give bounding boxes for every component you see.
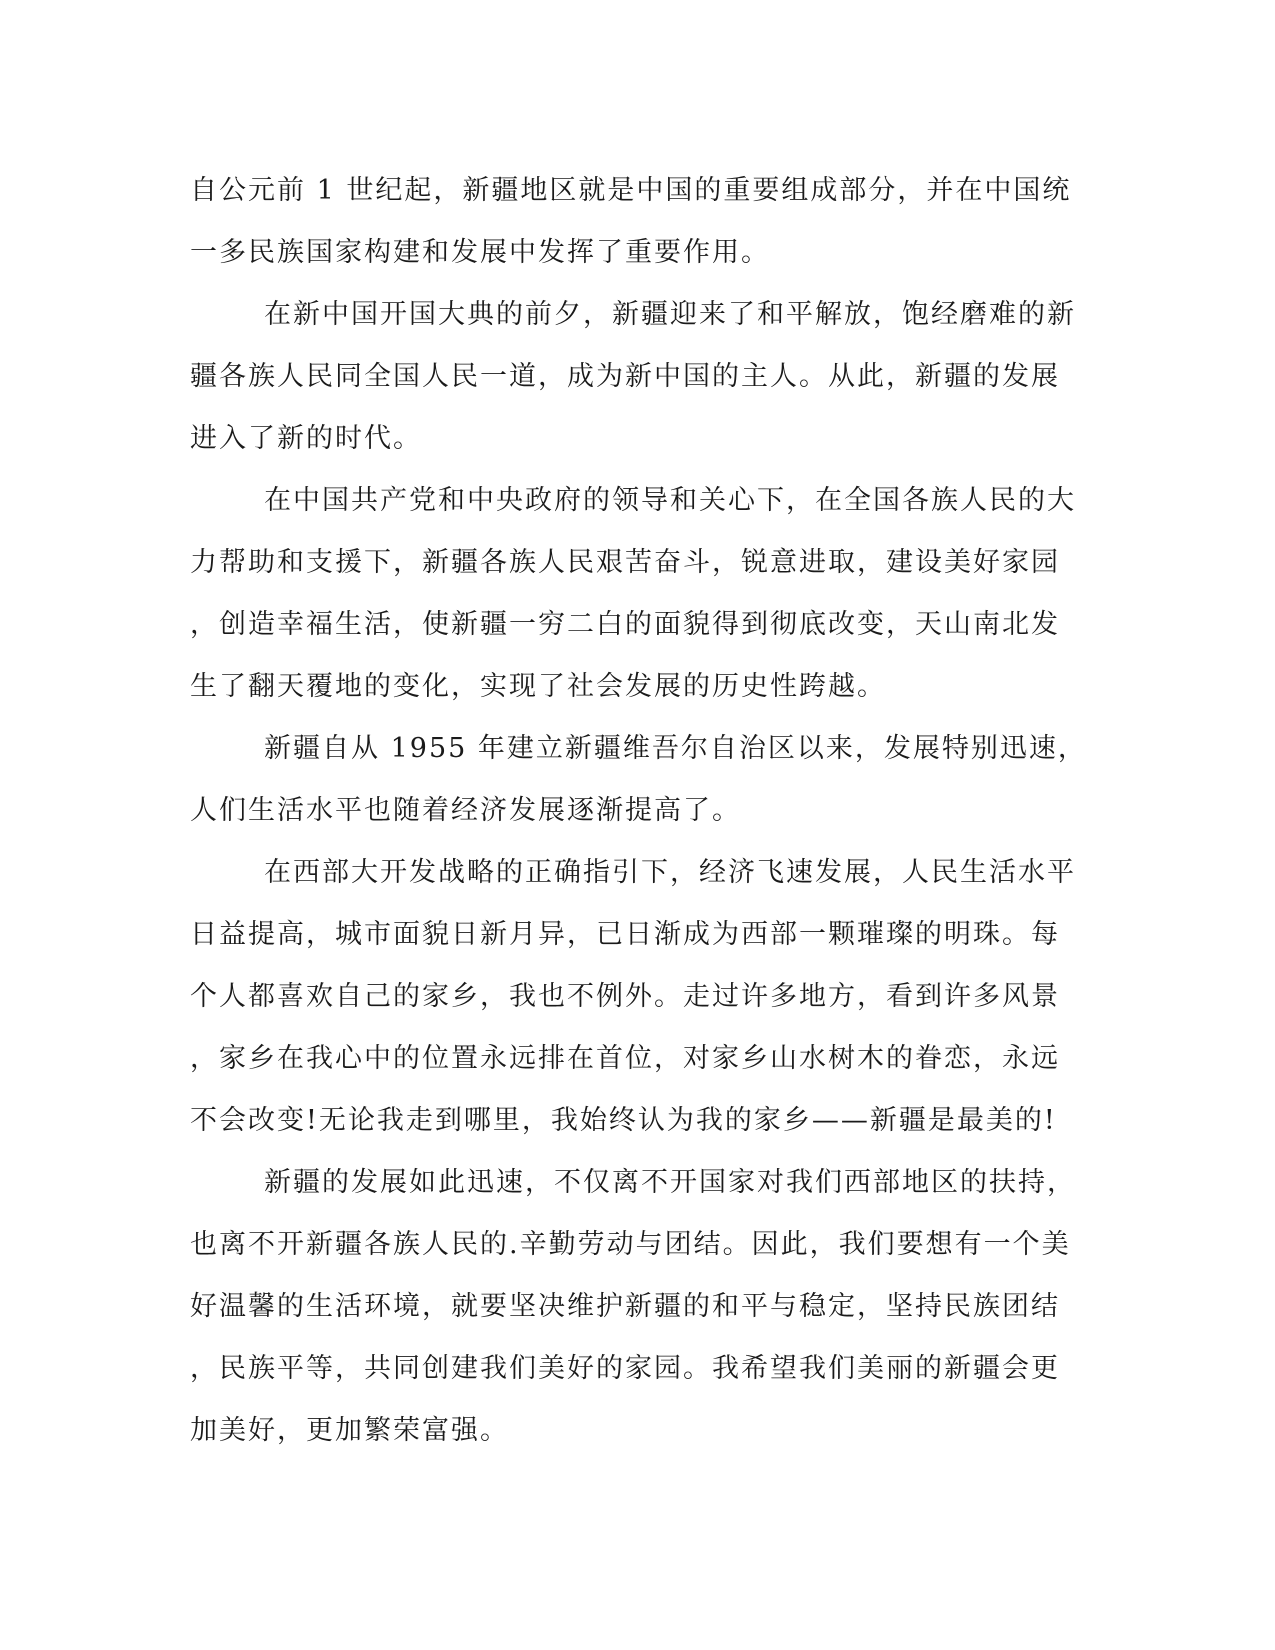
text-line: 不会改变!无论我走到哪里，我始终认为我的家乡——新疆是最美的! — [190, 1105, 1057, 1136]
text-line: 生了翻天覆地的变化，实现了社会发展的历史性跨越。 — [190, 671, 886, 702]
text-line: 加美好，更加繁荣富强。 — [190, 1415, 509, 1446]
text-line: ，创造幸福生活，使新疆一穷二白的面貌得到彻底改变，天山南北发 — [190, 609, 1060, 640]
document-body — [190, 160, 1090, 1462]
paragraph-first-line: 新疆自从 1955 年建立新疆维吾尔自治区以来，发展特别迅速， — [264, 733, 1087, 764]
text-line: ，家乡在我心中的位置永远排在首位，对家乡山水树木的眷恋，永远 — [190, 1043, 1060, 1074]
text-line: 自公元前 1 世纪起，新疆地区就是中国的重要组成部分，并在中国统 — [190, 175, 1072, 206]
paragraph-first-line: 在中国共产党和中央政府的领导和关心下，在全国各族人民的大 — [264, 485, 1076, 516]
text-line: 也离不开新疆各族人民的.辛勤劳动与团结。因此，我们要想有一个美 — [190, 1229, 1071, 1260]
paragraph-first-line: 在西部大开发战略的正确指引下，经济飞速发展，人民生活水平 — [264, 857, 1076, 888]
text-line: 力帮助和支援下，新疆各族人民艰苦奋斗，锐意进取，建设美好家园 — [190, 547, 1060, 578]
text-line: 个人都喜欢自己的家乡，我也不例外。走过许多地方，看到许多风景 — [190, 981, 1060, 1012]
text-line: 疆各族人民同全国人民一道，成为新中国的主人。从此，新疆的发展 — [190, 361, 1060, 392]
text-line: 一多民族国家构建和发展中发挥了重要作用。 — [190, 237, 770, 268]
text-line: 日益提高，城市面貌日新月异，已日渐成为西部一颗璀璨的明珠。每 — [190, 919, 1060, 950]
paragraph-first-line: 在新中国开国大典的前夕，新疆迎来了和平解放，饱经磨难的新 — [264, 299, 1076, 330]
text-line: 进入了新的时代。 — [190, 423, 422, 454]
text-line: 好温馨的生活环境，就要坚决维护新疆的和平与稳定，坚持民族团结 — [190, 1291, 1060, 1322]
text-line: ，民族平等，共同创建我们美好的家园。我希望我们美丽的新疆会更 — [190, 1353, 1060, 1384]
text-line: 人们生活水平也随着经济发展逐渐提高了。 — [190, 795, 741, 826]
paragraph-first-line: 新疆的发展如此迅速，不仅离不开国家对我们西部地区的扶持， — [264, 1167, 1076, 1198]
